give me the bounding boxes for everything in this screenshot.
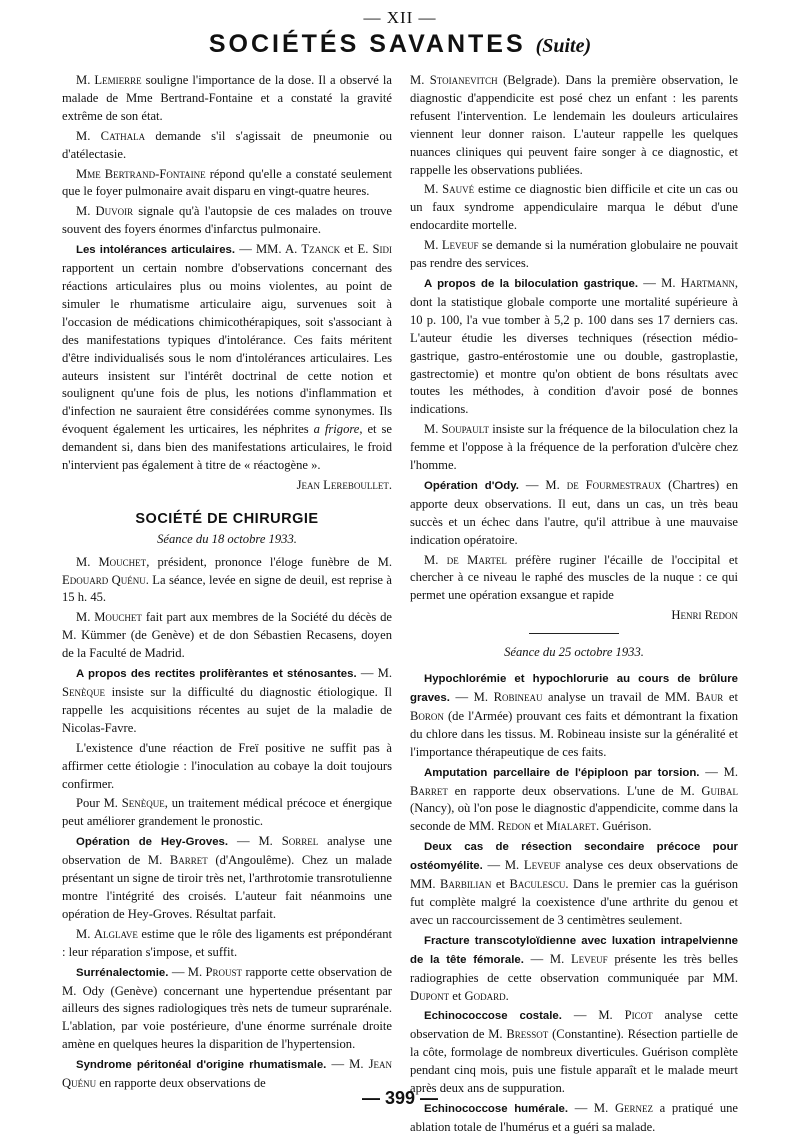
paragraph: M. Cathala demande s'il s'agissait de pneumonie ou d'atélectasie. — [62, 128, 392, 161]
left-column — [62, 72, 392, 1095]
paragraph: M. Mouchet fait part aux membres de la Société du décès de M. Kümmer (de Genève) et de don Sébastien Recasens, doyen de la Faculté de Madrid. — [62, 610, 392, 661]
paragraph: M. Stoianevitch (Belgrade). Dans la première observation, le diagnostic d'appendicite est posé chez un enfant : les parents refusent l'intervention. Le lendemain les douleurs articulaires viennent leur donner raison. L'auteur rappelle les quelques nuances cliniques qui peuvent faire songer à ce diagnostic, et rappelle les observations publiées. — [410, 73, 738, 177]
paragraph: Fracture transcotyloïdienne avec luxation intrapelvienne de la tête fémorale. — M. Leveuf présente les très belles radiographies de cette observation communiquée par MM. Dupont et Godard. — [410, 934, 738, 1003]
title-suite: (Suite) — [535, 35, 592, 57]
page-number: — 399 — — [361, 1088, 439, 1108]
paragraph: Amputation parcellaire de l'épiploon par torsion. — M. Barret en rapporte deux observations. L'une de M. Guibal (Nancy), où l'on pose le diagnostic d'appendicite, comme dans la seconde de MM. Redon et Mialaret. Guérison. — [410, 764, 738, 834]
roman-folio: — XII — — [363, 8, 437, 27]
paragraph: L'existence d'une réaction de Freï positive ne suffit pas à affirmer cette étiologie : l'inoculation au cobaye la doit toujours confirmer. — [62, 740, 392, 791]
paragraph: M. Lemierre souligne l'importance de la dose. Il a observé la malade de Mme Bertrand-Fontaine et a constaté la gravité extrême de son état. — [62, 73, 393, 123]
paragraph: Hypochlorémie et hypochlorurie au cours de brûlure graves. — M. Robineau analyse un travail de MM. Baur et Boron (de l'Armée) prouvant ces faits et démontrant la fixation du chlore dans les tissus. M. Robineau insiste sur la généralité et l'importance thérapeutique de ces faits. — [410, 673, 738, 759]
paragraph: Les intolérances articulaires. — MM. A. Tzanck et E. Sidi rapportent un certain nombre d'observations concernant des réactions articulaires plus ou moins violentes, au point de simuler le rhumatisme articulaire aigu, survenues soit à l'occasion de médications chimicothérapiques, soit s'associant à des manifestations typiques d'intolérance. Ces faits méritent d'être individualisés sous le nom d'intolérances articulaires. Les auteurs insistent sur l'intérêt doctrinal de cette notion et soulignent qu'une fois de plus, les notions d'inflammation et d'infection ne sauraient être considérées comme synonymes. Ils évoquent également les urticaires, les néphrites a frigore, et se demandent si, dans bien des manifestations articulaires, le froid n'intervient pas également à titre de « réactogène ». — [62, 242, 393, 473]
paragraph: Deux cas de résection secondaire précoce pour ostéomyélite. — M. Leveuf analyse ces deux observations de MM. Barbilian et Baculescu. Dans le premier cas la guérison fut complète malgré la coexistence d'une arthrite du genou et avec un raccourcissement de 3 centimètres seulement. — [410, 841, 738, 927]
paragraph: Opération de Hey-Groves. — M. Sorrel analyse une observation de M. Barret (d'Angoulême). Chez un malade présentant un signe de tiroir très net, l'arthrotomie transrotulienne montre l'intégrité des croisés. L'auteur fait néanmoins une opération de Hey-Groves. Résultat parfait. — [62, 834, 392, 921]
session-date: Séance du 18 octobre 1933. — [157, 531, 297, 546]
paragraph: Syndrome péritonéal d'origine rhumatismale. — M. Jean Quénu en rapporte deux observations de — [62, 1057, 393, 1091]
running-title — [0, 30, 800, 59]
paragraph: M. Soupault insiste sur la fréquence de la biloculation chez la femme et l'oppose à la fréquence de la perforation d'ulcère chez l'homme. — [410, 422, 738, 473]
paragraph: M. Mouchet, président, prononce l'éloge funèbre de M. Edouard Quénu. La séance, levée en signe de deuil, est reprise à 15 h. 45. — [62, 554, 393, 605]
paragraph: Echinococcose humérale. — M. Gernez a pratiqué une ablation totale de l'humérus et a guéri sa malade. — [410, 1100, 739, 1134]
paragraph: M. Sauvé estime ce diagnostic bien difficile et cite un cas ou un faux syndrome appendiculaire marqua le début d'une endocardite mortelle. — [410, 182, 739, 233]
paragraph: Echinococcose costale. — M. Picot analyse cette observation de M. Bressot (Constantine). Résection partielle de la côte, formolage de nombreux diverticules. Guérison complète pendant cinq mois, puis une fistule apparaît et le malade meurt après deux ans de suppuration. — [410, 1008, 739, 1096]
title-text: SOCIÉTÉS SAVANTES — [208, 30, 526, 58]
paragraph: Mme Bertrand-Fontaine répond qu'elle a constaté seulement que le foyer pulmonaire avait disparu en vingt-quatre heures. — [62, 166, 392, 199]
paragraph: A propos des rectites prolifèrantes et sténosantes. — M. Senèque insiste sur la difficulté du diagnostic étiologique. Il rappelle les acquisitions récentes au sujet de la maladie de Nicolas-Favre. — [62, 666, 392, 735]
paragraph: Surrénalectomie. — M. Proust rapporte cette observation de M. Ody (Genève) concernant une hypertendue présentant par ailleurs des signes radiologiques très nets de tumeur suprarénale. L'ablation, par voie postérieure, d'une énorme surrénale droite amène en quelques heures la disparition de l'hypertension. — [62, 964, 392, 1052]
session-date: Séance du 25 octobre 1933. — [504, 645, 644, 660]
section-heading: SOCIÉTÉ DE CHIRURGIE — [135, 510, 319, 527]
paragraph: Opération d'Ody. — M. de Fourmestraux (Chartres) en apporte deux observations. Il eut, dans un cas, un très beau succès et un échec dans l'autre, qu'il attribue à une mauvaise indication opératoire. — [410, 477, 739, 547]
signature: Henri Redon — [671, 608, 738, 623]
paragraph: M. de Martel préfère ruginer l'écaille de l'occipital et chercher à ce niveau le raphé des muscles de la nuque : ce qui permet une opération exsangue et rapide — [410, 552, 738, 603]
divider — [529, 633, 619, 634]
paragraph: Pour M. Senèque, un traitement médical précoce et énergique peut améliorer grandement le pronostic. — [62, 796, 393, 829]
right-column — [410, 72, 738, 1139]
paragraph: M. Duvoir signale qu'à l'autopsie de ces malades on trouve souvent des foyers énormes d'infarctus pulmonaire. — [62, 204, 392, 237]
paragraph: M. Alglave estime que le rôle des ligaments est prépondérant : leur réparation s'impose, et suffit. — [62, 926, 392, 959]
paragraph: A propos de la biloculation gastrique. — M. Hartmann, dont la statistique globale comporte une mortalité supérieure à 10 p. 100, l'a vue tomber à 5,2 p. 100 dans ses 17 derniers cas. L'auteur étudie les diverses techniques (résection médio-gastrique, gastro-entérostomie une ou double, gastroplastie, gastrectomie) et montre qu'on obtient de bons résultats avec toutes les méthodes, à condition d'avoir posé de bonnes indications. — [410, 275, 738, 417]
signature: Jean Lereboullet. — [296, 477, 392, 492]
paragraph: M. Leveuf se demande si la numération globulaire ne pouvait pas rendre des services. — [410, 238, 738, 271]
